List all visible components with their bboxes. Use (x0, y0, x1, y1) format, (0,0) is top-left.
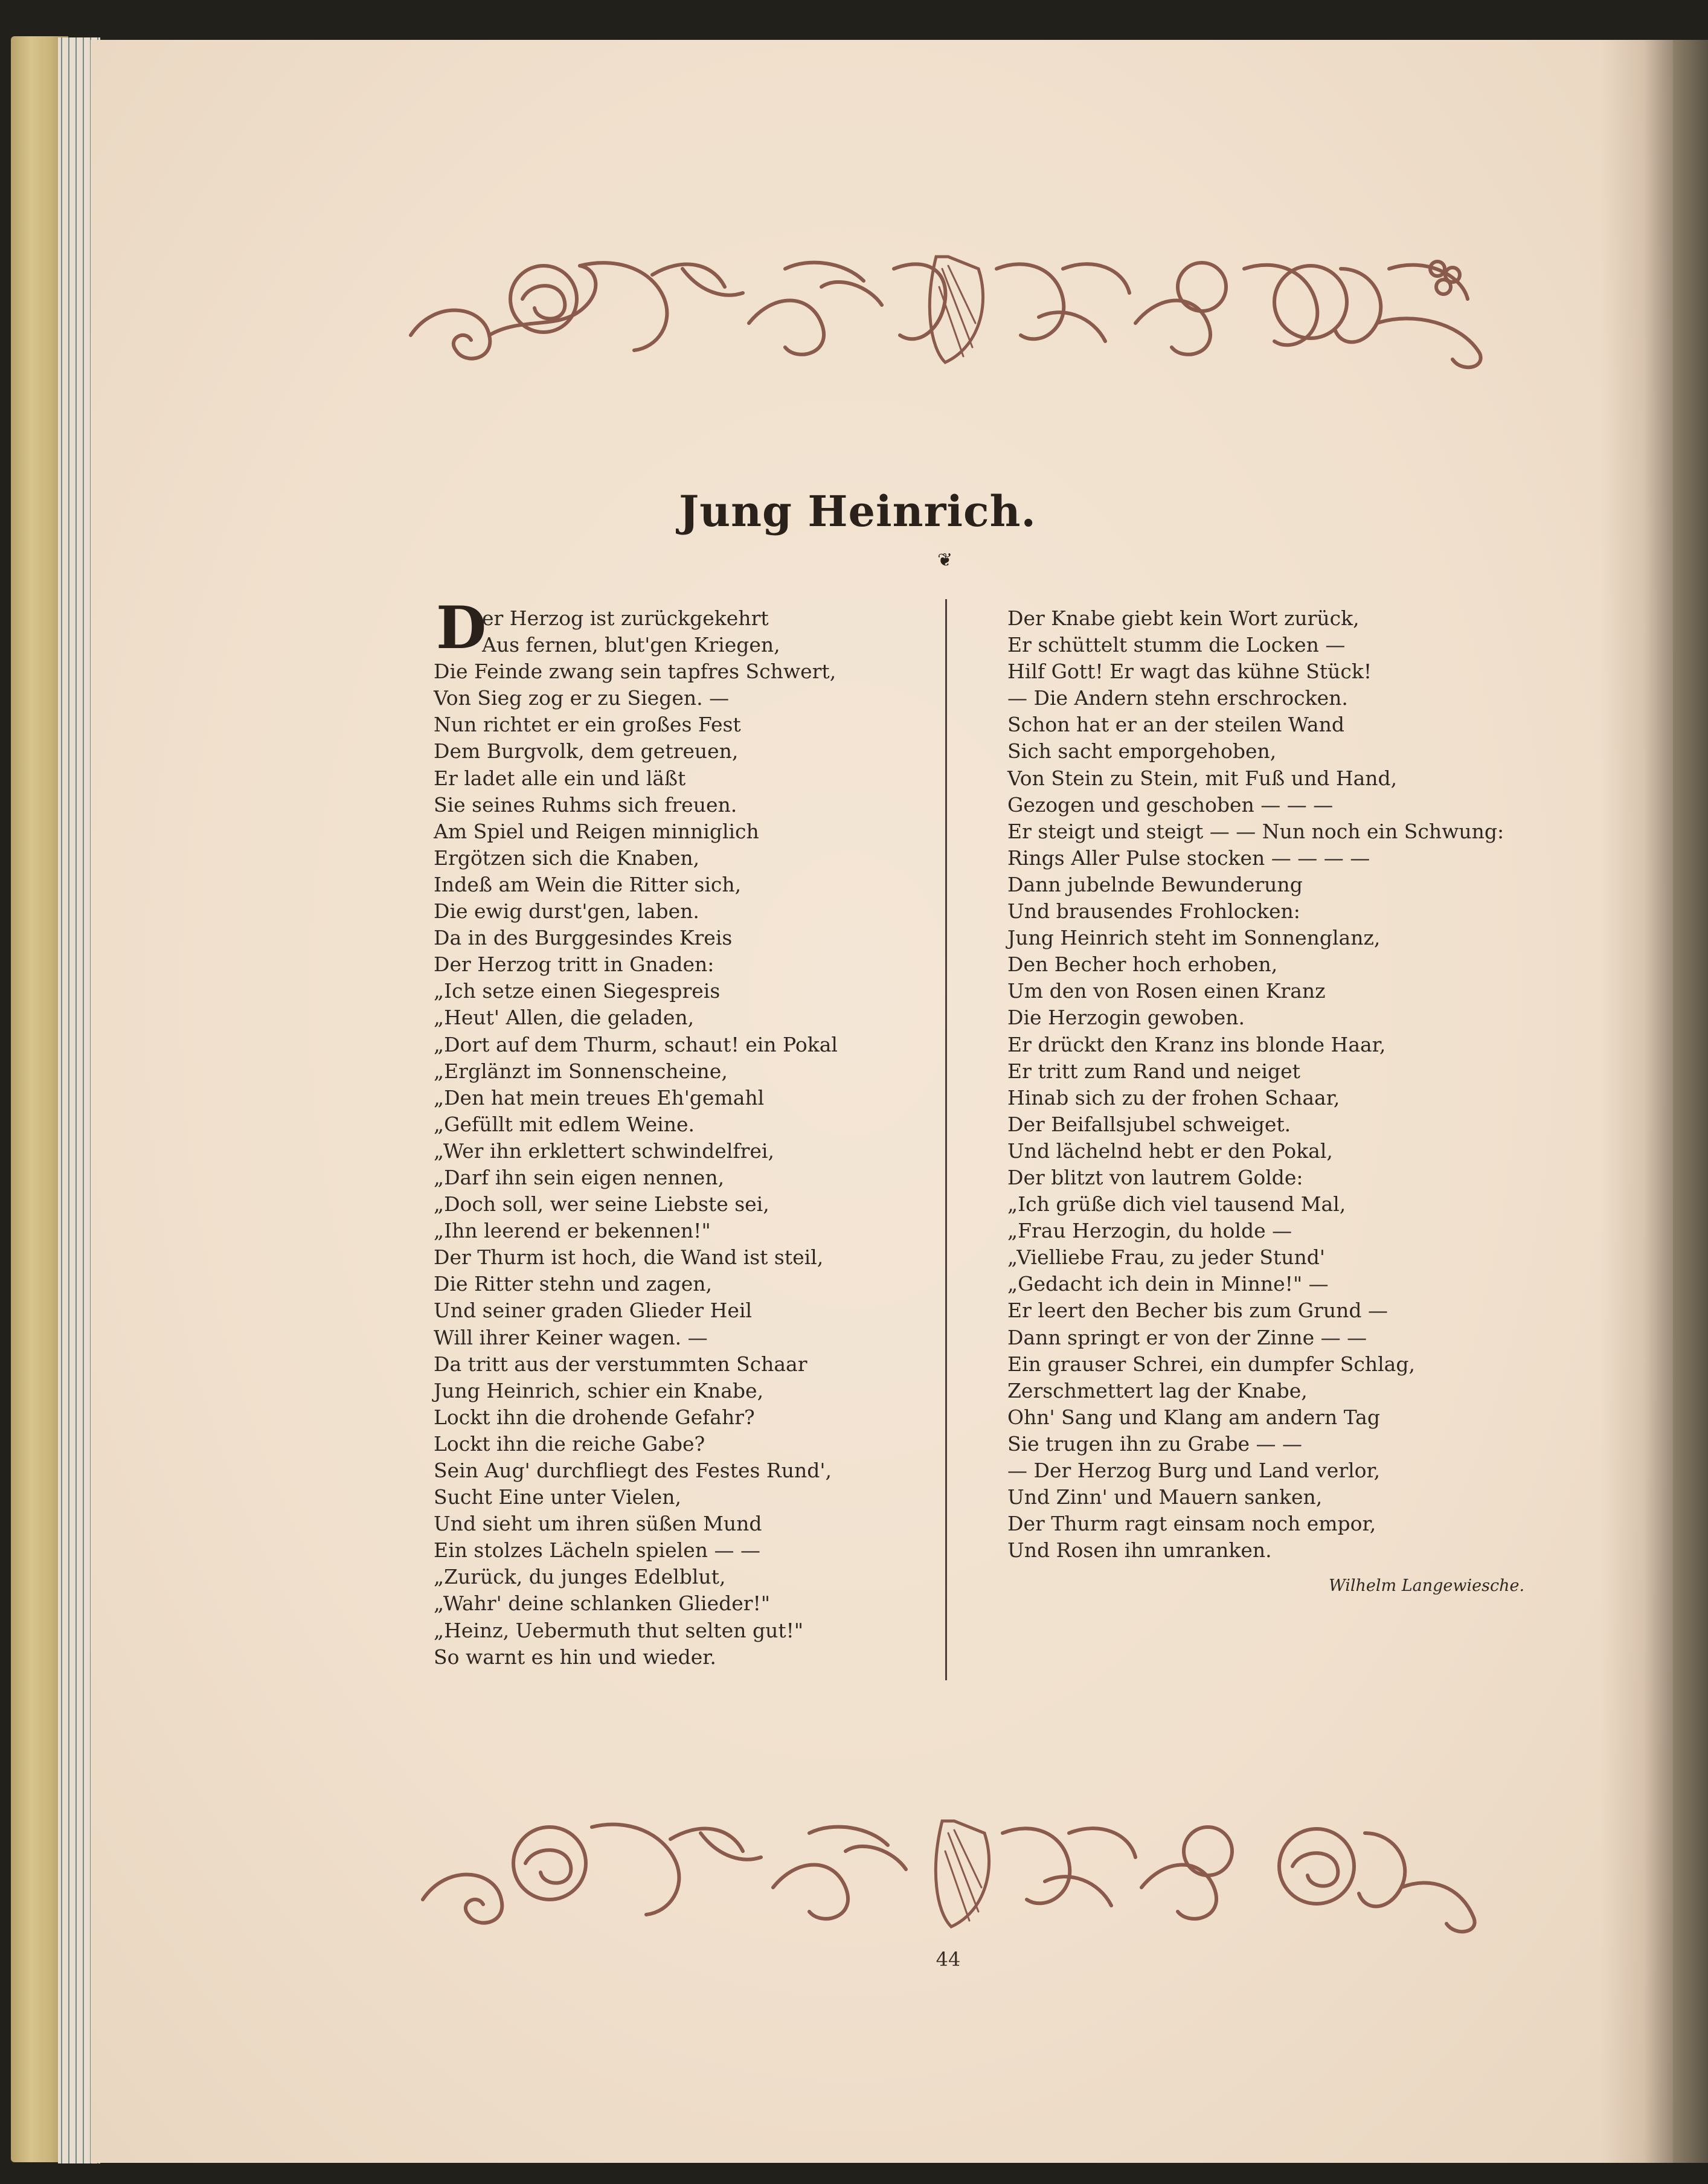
poem-line: „Gedacht ich dein in Minne!" — (1007, 1272, 1329, 1296)
poem-line: „Frau Herzogin, du holde — (1007, 1219, 1292, 1243)
title-fleuron-icon: ❦ (937, 550, 953, 571)
poem-line: „Ihn leerend er bekennen!" (434, 1219, 711, 1243)
poem-line: Und Rosen ihn umranken. (1007, 1538, 1272, 1563)
bottom-floral-ornament-icon (411, 1797, 1486, 1942)
poem-line: Da tritt aus der verstummten Schaar (434, 1352, 807, 1376)
poem-title: Jung Heinrich. (679, 486, 1036, 536)
poem-line: Er tritt zum Rand und neiget (1007, 1059, 1300, 1083)
poem-line: Der Knabe giebt kein Wort zurück, (1007, 606, 1360, 630)
poem-line: Jung Heinrich, schier ein Knabe, (434, 1378, 764, 1402)
poem-line: Die Ritter stehn und zagen, (434, 1272, 713, 1296)
page-number: 44 (936, 1948, 961, 1971)
top-floral-ornament-icon (399, 233, 1495, 377)
poem-line: Ergötzen sich die Knaben, (434, 846, 700, 870)
poem-line: Sucht Eine unter Vielen, (434, 1485, 681, 1509)
poem-line: Aus fernen, blut'gen Kriegen, (482, 633, 780, 657)
poem-line: Rings Aller Pulse stocken — — — — (1007, 846, 1370, 870)
poem-line: Dann jubelnde Bewunderung (1007, 872, 1303, 896)
poem-line: Sie seines Ruhms sich freuen. (434, 792, 737, 817)
poem-line: Dem Burgvolk, dem getreuen, (434, 739, 739, 763)
poem-line: Um den von Rosen einen Kranz (1007, 979, 1326, 1003)
poem-line: Der Herzog tritt in Gnaden: (434, 952, 714, 977)
column-divider (945, 599, 947, 1680)
poem-line: Er steigt und steigt — — Nun noch ein Schwung: (1007, 819, 1504, 843)
poem-line: Sein Aug' durchfliegt des Festes Rund', (434, 1459, 832, 1482)
poem-line: Und Zinn' und Mauern sanken, (1007, 1485, 1323, 1509)
poem-line: Der Thurm ragt einsam noch empor, (1007, 1512, 1376, 1536)
poem-line: — Die Andern stehn erschrocken. (1007, 686, 1348, 710)
poem-line: Die Herzogin gewoben. (1007, 1006, 1245, 1030)
poem-line: „Ich grüße dich viel tausend Mal, (1007, 1192, 1346, 1216)
poem-line: Er ladet alle ein und läßt (434, 766, 686, 790)
poem-line: Dann springt er von der Zinne — — (1007, 1325, 1367, 1349)
poem-line: Hilf Gott! Er wagt das kühne Stück! (1007, 660, 1372, 684)
poem-line: Von Stein zu Stein, mit Fuß und Hand, (1007, 766, 1398, 790)
poem-line: „Doch soll, wer seine Liebste sei, (434, 1192, 769, 1216)
poem-line: er Herzog ist zurückgekehrt (482, 606, 769, 630)
poem-line: „Gefüllt mit edlem Weine. (434, 1112, 695, 1136)
poem-line: Lockt ihn die drohende Gefahr? (434, 1405, 755, 1429)
poem-line: Ohn' Sang und Klang am andern Tag (1007, 1405, 1380, 1429)
poem-line: Lockt ihn die reiche Gabe? (434, 1431, 705, 1456)
poem-line: Und lächelnd hebt er den Pokal, (1007, 1139, 1333, 1163)
poem-line: „Den hat mein treues Eh'gemahl (434, 1085, 765, 1110)
poem-author: Wilhelm Langewiesche. (1329, 1576, 1525, 1595)
poem-left-column (434, 605, 929, 1671)
poem-line: Indeß am Wein die Ritter sich, (434, 872, 742, 896)
poem-line: Ein grauser Schrei, ein dumpfer Schlag, (1007, 1352, 1415, 1376)
poem-line: Sich sacht emporgehoben, (1007, 739, 1277, 763)
poem-line: Sie trugen ihn zu Grabe — — (1007, 1431, 1302, 1456)
poem-line: Am Spiel und Reigen minniglich (434, 819, 759, 843)
poem-line: So warnt es hin und wieder. (434, 1645, 716, 1669)
poem-line: „Erglänzt im Sonnenscheine, (434, 1059, 728, 1083)
poem-line: Der blitzt von lautrem Golde: (1007, 1165, 1303, 1189)
poem-line: Zerschmettert lag der Knabe, (1007, 1378, 1308, 1402)
poem-line: Hinab sich zu der frohen Schaar, (1007, 1085, 1340, 1110)
poem-line: Der Beifallsjubel schweiget. (1007, 1112, 1291, 1136)
poem-line: Gezogen und geschoben — — — (1007, 792, 1334, 817)
page-gutter-shadow (1600, 40, 1673, 2163)
poem-line: Er leert den Becher bis zum Grund — (1007, 1299, 1388, 1323)
poem-line: „Wahr' deine schlanken Glieder!" (434, 1591, 771, 1616)
poem-right-column (1007, 605, 1527, 1564)
poem-line: Will ihrer Keiner wagen. — (434, 1325, 708, 1349)
poem-line: Schon hat er an der steilen Wand (1007, 713, 1344, 737)
poem-line: Und seiner graden Glieder Heil (434, 1299, 753, 1323)
poem-line: Ein stolzes Lächeln spielen — — (434, 1538, 760, 1563)
right-book-cover (1673, 40, 1708, 2163)
poem-line: Er schüttelt stumm die Locken — (1007, 633, 1346, 657)
poem-line: Die ewig durst'gen, laben. (434, 899, 699, 923)
poem-line: — Der Herzog Burg und Land verlor, (1007, 1459, 1381, 1482)
poem-line: Nun richtet er ein großes Fest (434, 713, 741, 737)
poem-line: Und brausendes Frohlocken: (1007, 899, 1300, 923)
poem-line: „Vielliebe Frau, zu jeder Stund' (1007, 1245, 1325, 1270)
poem-line: Da in des Burggesindes Kreis (434, 926, 733, 950)
drop-cap: D (436, 594, 487, 662)
poem-line: Den Becher hoch erhoben, (1007, 952, 1278, 977)
poem-line: Von Sieg zog er zu Siegen. — (434, 686, 730, 710)
poem-line: „Heinz, Uebermuth thut selten gut!" (434, 1618, 804, 1642)
poem-line: Der Thurm ist hoch, die Wand ist steil, (434, 1245, 824, 1270)
poem-line: „Darf ihn sein eigen nennen, (434, 1165, 725, 1189)
poem-line: Und sieht um ihren süßen Mund (434, 1512, 762, 1536)
poem-line: „Wer ihn erklettert schwindelfrei, (434, 1139, 774, 1163)
poem-line: Die Feinde zwang sein tapfres Schwert, (434, 660, 836, 684)
poem-line: „Dort auf dem Thurm, schaut! ein Pokal (434, 1032, 838, 1056)
poem-line: „Ich setze einen Siegespreis (434, 979, 721, 1003)
poem-line: Er drückt den Kranz ins blonde Haar, (1007, 1032, 1386, 1056)
poem-line: „Heut' Allen, die geladen, (434, 1006, 695, 1030)
poem-line: „Zurück, du junges Edelblut, (434, 1565, 726, 1589)
poem-line: Jung Heinrich steht im Sonnenglanz, (1007, 926, 1381, 950)
